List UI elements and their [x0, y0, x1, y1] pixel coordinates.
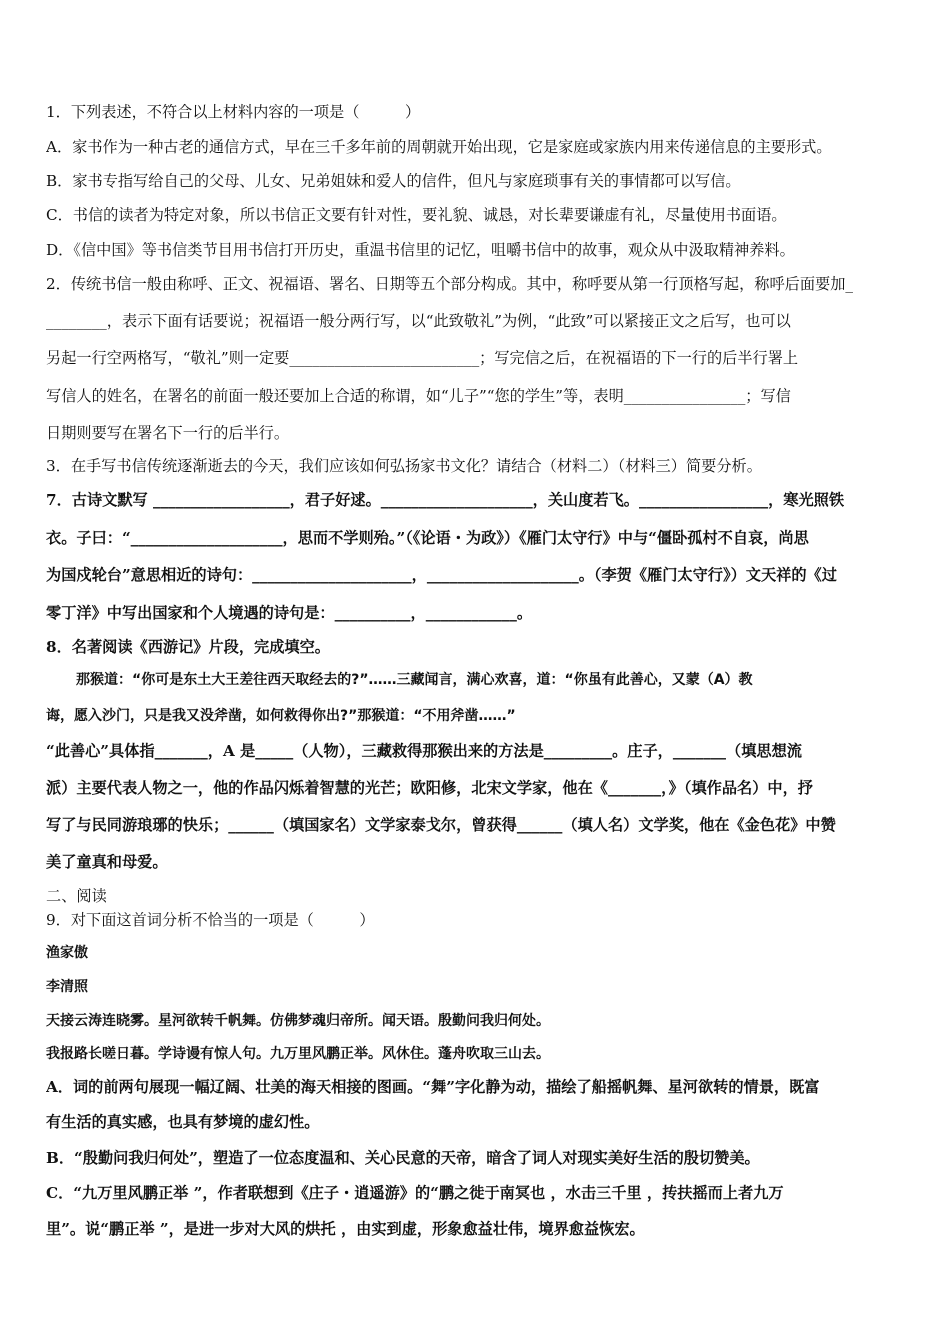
q9-poem-title: 渔家傲 [46, 945, 88, 961]
q2-line-2: ________，表示下面有话要说；祝福语一般分两行写，以“此致敬礼”为例，“此致”可以紧接正文之后写，也可以 [46, 312, 791, 330]
q1-option-b: B．家书专指写给自己的父母、儿女、兄弟姐妹和爱人的信件，但凡与家庭琐事有关的事情都可以写信。 [46, 172, 741, 190]
q2-line-3: 另起一行空两格写，“敬礼”则一定要_________________________；写完信之后，在祝福语的下一行的后半行署上 [46, 349, 799, 367]
q8-line-3: 写了与民同游琅琊的快乐；______（填国家名）文学家泰戈尔，曾获得______（填人名）文学奖，他在《金色花》中赞 [46, 816, 836, 834]
q2-line-1: 2．传统书信一般由称呼、正文、祝福语、署名、日期等五个部分构成。其中，称呼要从第一行顶格写起，称呼后面要加_ [46, 275, 854, 293]
q9-option-c-line-2: 里”。说“鹏正举 ”，是进一步对大风的烘托 ，由实到虚，形象愈益壮伟，境界愈益恢宏。 [46, 1220, 645, 1238]
q7-line-4: 零丁洋》中写出国家和个人境遇的诗句是：__________，____________。 [46, 604, 532, 622]
q2-line-5: 日期则要写在署名下一行的后半行。 [46, 424, 289, 442]
q8-stem: 8．名著阅读《西游记》片段，完成填空。 [46, 638, 330, 656]
q9-poem-line-1: 天接云涛连晓雾。星河欲转千帆舞。仿佛梦魂归帝所。闻天语。殷勤问我归何处。 [46, 1013, 550, 1029]
q9-option-b: B．“殷勤问我归何处”，塑造了一位态度温和、关心民意的天帝，暗含了词人对现实美好生活的殷切赞美。 [46, 1149, 760, 1167]
q8-line-1: “此善心”具体指_______，A 是_____（人物），三藏救得那猴出来的方法是_________。庄子，_______（填思想流 [46, 742, 802, 760]
q8-line-2: 派）主要代表人物之一，他的作品闪烁着智慧的光芒；欧阳修，北宋文学家，他在《_______，》（填作品名）中，抒 [46, 779, 813, 797]
q9-poem-line-2: 我报路长嗟日暮。学诗谩有惊人句。九万里风鹏正举。风休住。蓬舟吹取三山去。 [46, 1046, 550, 1062]
q1-option-a: A．家书作为一种古老的通信方式，早在三千多年前的周朝就开始出现，它是家庭或家族内用来传递信息的主要形式。 [46, 138, 832, 156]
section-heading: 二、阅读 [46, 887, 107, 905]
q1-option-d: D．《信中国》等书信类节目用书信打开历史，重温书信里的记忆，咀嚼书信中的故事，观众从中汲取精神养料。 [46, 241, 795, 259]
q7-line-2: 衣。子曰：“____________________，思而不学则殆。”（《论语・为政》）《雁门太守行》中与“僵卧孤村不自哀，尚思 [46, 529, 809, 547]
q7-line-3: 为国戍轮台”意思相近的诗句：_____________________，____________________。（李贺《雁门太守行》）文天祥的《过 [46, 566, 837, 584]
q1-option-c: C．书信的读者为特定对象，所以书信正文要有针对性，要礼貌、诚恳，对长辈要谦虚有礼，尽量使用书面语。 [46, 206, 787, 224]
q1-stem: 1．下列表述，不符合以上材料内容的一项是（ ） [46, 103, 421, 121]
q9-option-c-line-1: C．“九万里风鹏正举 ”，作者联想到《庄子・逍遥游》的“鹏之徙于南冥也 ，水击三千里 ，抟扶摇而上者九万 [46, 1184, 784, 1202]
q8-quote-line-1: 那猴道：“你可是东土大王差往西天取经去的?”……三藏闻言，满心欢喜，道：“你虽有此善心，又蒙（A）教 [76, 672, 753, 688]
q9-option-a-line-2: 有生活的真实感，也具有梦境的虚幻性。 [46, 1113, 320, 1131]
q9-stem: 9．对下面这首词分析不恰当的一项是（ ） [46, 911, 375, 929]
q8-quote-line-2: 诲，愿入沙门，只是我又没斧凿，如何救得你出?”那猴道：“不用斧凿……” [46, 708, 516, 724]
q3-stem: 3．在手写书信传统逐渐逝去的今天，我们应该如何弘扬家书文化？请结合（材料二）（材料三）简要分析。 [46, 457, 762, 475]
q9-poem-author: 李清照 [46, 979, 88, 995]
q7-line-1: 7．古诗文默写 __________________，君子好逑。____________________，关山度若飞。_________________，寒光照铁 [46, 491, 845, 509]
q9-option-a-line-1: A．词的前两句展现一幅辽阔、壮美的海天相接的图画。“舞”字化静为动，描绘了船摇帆舞、星河欲转的情景，既富 [46, 1078, 820, 1096]
q8-line-4: 美了童真和母爱。 [46, 853, 168, 871]
q2-line-4: 写信人的姓名，在署名的前面一般还要加上合适的称谓，如“儿子”“您的学生”等，表明________________；写信 [46, 387, 791, 405]
